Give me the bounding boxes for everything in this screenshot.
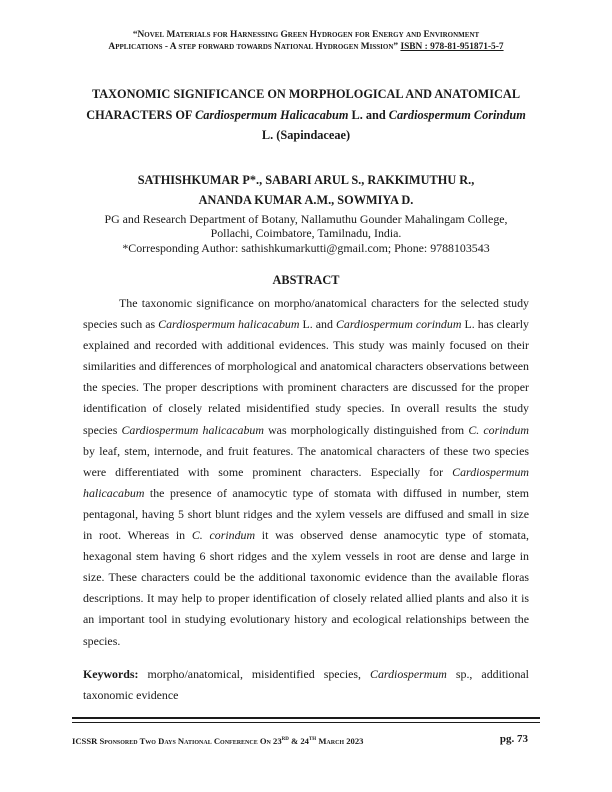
running-header-line2 bbox=[60, 41, 552, 53]
affiliation-line2: Pollachi, Coimbatore, Tamilnadu, India. bbox=[210, 226, 402, 241]
title-part3: L. (Sapindaceae) bbox=[261, 128, 351, 142]
species-name: Cardiospermum corindum bbox=[335, 317, 462, 332]
corresponding-author: *Corresponding Author: sathishkumarkutti@gmail.com; Phone: 9788103543 bbox=[122, 240, 490, 255]
authors-line1: SATHISHKUMAR P*., SABARI ARUL S., RAKKIMUTHU R., bbox=[137, 173, 475, 187]
species-name: C. corindum bbox=[191, 528, 256, 543]
paper-title bbox=[60, 84, 552, 146]
keywords-text: sp., additional taxonomic evidence bbox=[83, 667, 529, 702]
species-name: Cardiospermum halicacabum bbox=[158, 317, 300, 332]
date-suffix: rd bbox=[281, 734, 289, 742]
title-part1: TAXONOMIC SIGNIFICANCE ON MORPHOLOGICAL AND ANATOMICAL CHARACTERS OF bbox=[86, 87, 521, 122]
isbn: ISBN : 978-81-951871-5-7 bbox=[400, 42, 504, 52]
affiliation-line1: PG and Research Department of Botany, Nallamuthu Gounder Mahalingam College, bbox=[104, 212, 508, 226]
species-name: Cardiospermum halicacabum bbox=[83, 464, 529, 500]
abstract-text: was morphologically distinguished from bbox=[268, 422, 465, 437]
conference-text: March 2023 bbox=[316, 735, 364, 746]
page-footer bbox=[72, 733, 540, 747]
keywords-label: Keywords: bbox=[83, 667, 139, 681]
authors-line2: ANANDA KUMAR A.M., SOWMIYA D. bbox=[198, 193, 414, 207]
species-name: Cardiospermum halicacabum bbox=[121, 422, 264, 437]
abstract-paragraph bbox=[83, 293, 529, 652]
conference-name bbox=[72, 734, 363, 746]
keywords-species: Cardiospermum bbox=[370, 667, 447, 681]
conference-text: & 24 bbox=[288, 735, 309, 746]
title-species2: Cardiospermum Corindum bbox=[388, 107, 526, 122]
page-number: pg. 73 bbox=[499, 733, 528, 745]
running-header-line1: “Novel Materials for Harnessing Green Hydrogen for Energy and Environment bbox=[132, 30, 480, 40]
running-header-text: Applications - A step forward towards National Hydrogen Mission” bbox=[108, 42, 399, 52]
footer-rule-thin bbox=[72, 722, 540, 723]
abstract-body bbox=[83, 293, 529, 652]
abstract-text: L. and bbox=[302, 317, 333, 332]
abstract-text: it was observed dense anamocytic type of stomata, hexagonal stem having 6 short ridges and the xylem vessels in root are dense and large in size. These characters could be the additional taxonomic evidence than the available floras descriptions. It may help to proper identification of closely related allied plants and also it is an important tool in studying evolutionary history and ecological relationships between the species. bbox=[83, 528, 529, 648]
title-part2: L. and bbox=[351, 107, 386, 122]
species-name: C. corindum bbox=[468, 422, 529, 437]
keywords bbox=[83, 664, 529, 705]
abstract-text: the presence of anamocytic type of stomata with diffused in number, stem pentagonal, having 5 short blunt ridges and the xylem vessels are diffused and small in size in root. Whereas in bbox=[83, 485, 529, 543]
abstract-heading: ABSTRACT bbox=[272, 273, 340, 287]
running-header bbox=[60, 29, 552, 53]
keywords-text: morpho/anatomical, misidentified species, bbox=[147, 667, 361, 681]
abstract-text: The taxonomic significance on morpho/anatomical characters for the selected study species such as bbox=[83, 296, 529, 332]
authors bbox=[60, 170, 552, 210]
conference-text: ICSSR Sponsored Two Days National Conference On 23 bbox=[72, 735, 282, 746]
title-species1: Cardiospermum Halicacabum bbox=[195, 107, 349, 122]
footer-rule-thick bbox=[72, 717, 540, 719]
affiliation bbox=[60, 212, 552, 255]
abstract-text: L. has clearly explained and recorded with additional evidences. This study was mainly focused on their similarities and differences of morphological and anatomical characters observations between the species. The proper descriptions with prominent characters are discussed for the proper identification of closely related misidentified study species. In overall results the study species bbox=[83, 317, 529, 437]
abstract-text: by leaf, stem, internode, and fruit features. The anatomical characters of these two species were differentiated with some prominent characters. Especially for bbox=[83, 443, 529, 479]
date-suffix: th bbox=[308, 734, 317, 742]
